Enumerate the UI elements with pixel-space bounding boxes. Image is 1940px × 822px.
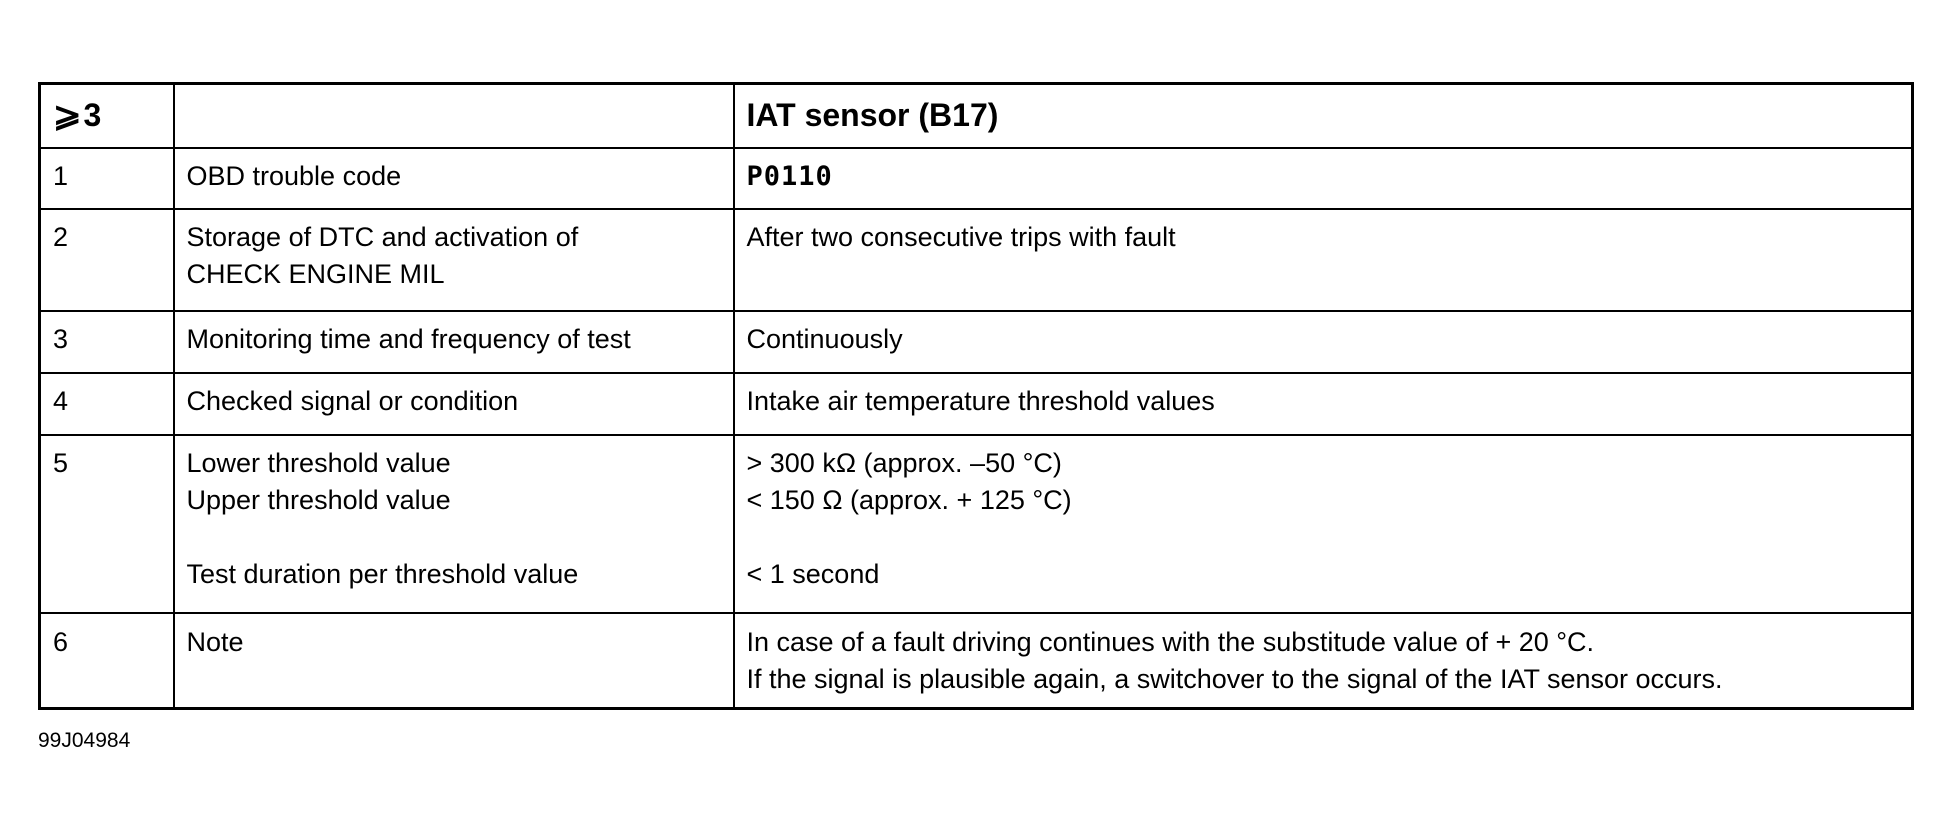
lower-threshold-value: > 300 kΩ (approx. –50 °C) <box>746 447 1062 478</box>
upper-threshold-label: Upper threshold value <box>186 484 451 515</box>
upper-threshold-value: < 150 Ω (approx. + 125 °C) <box>746 484 1072 515</box>
row-value <box>734 373 1913 435</box>
note-line: If the signal is plausible again, a switchover to the signal of the IAT sensor occurs. <box>746 663 1723 694</box>
greater-equal-icon: ⩾ <box>53 96 82 134</box>
section-title: IAT sensor (B17) <box>746 97 999 133</box>
row-number: 4 <box>40 373 174 435</box>
header-title-cell <box>734 84 1913 148</box>
row-label-line: Note <box>186 626 244 657</box>
note-line: In case of a fault driving continues with the substitude value of + 20 °C. <box>746 626 1595 657</box>
row-value <box>734 209 1913 311</box>
section-marker-cell <box>40 84 174 148</box>
table-row <box>40 373 1913 435</box>
header-empty-cell <box>174 84 734 148</box>
row-value <box>734 613 1913 709</box>
table-row <box>40 613 1913 709</box>
section-marker-number: 3 <box>83 97 102 133</box>
table-row <box>40 148 1913 209</box>
row-label <box>174 435 734 613</box>
lower-threshold-label: Lower threshold value <box>186 447 451 478</box>
table-row <box>40 435 1913 613</box>
row-label <box>174 311 734 373</box>
row-label-line: CHECK ENGINE MIL <box>186 258 445 289</box>
row-label-line: Checked signal or condition <box>186 385 519 416</box>
obd-trouble-code: P0110 <box>746 160 833 192</box>
row-label-line: Storage of DTC and activation of <box>186 221 579 252</box>
test-duration-value: < 1 second <box>746 558 880 589</box>
row-value <box>734 311 1913 373</box>
row-value-line: Continuously <box>746 323 903 354</box>
spec-sheet <box>38 82 1914 710</box>
section-marker <box>53 97 101 133</box>
row-spacer <box>187 519 721 556</box>
row-value <box>734 435 1913 613</box>
row-label <box>174 209 734 311</box>
spec-table <box>38 82 1914 710</box>
row-label <box>174 373 734 435</box>
test-duration-label: Test duration per threshold value <box>186 558 579 589</box>
row-number: 3 <box>40 311 174 373</box>
row-number: 5 <box>40 435 174 613</box>
row-value-line: After two consecutive trips with fault <box>746 221 1176 252</box>
figure-id: 99J04984 <box>38 729 131 752</box>
row-number: 6 <box>40 613 174 709</box>
row-spacer <box>747 519 1900 556</box>
table-row <box>40 209 1913 311</box>
row-number: 1 <box>40 148 174 209</box>
row-label-line: OBD trouble code <box>186 160 402 191</box>
row-label <box>174 613 734 709</box>
row-label-line: Monitoring time and frequency of test <box>186 323 631 354</box>
row-value <box>734 148 1913 209</box>
row-value-line: Intake air temperature threshold values <box>746 385 1215 416</box>
row-label <box>174 148 734 209</box>
table-header-row <box>40 84 1913 148</box>
row-number: 2 <box>40 209 174 311</box>
table-row <box>40 311 1913 373</box>
